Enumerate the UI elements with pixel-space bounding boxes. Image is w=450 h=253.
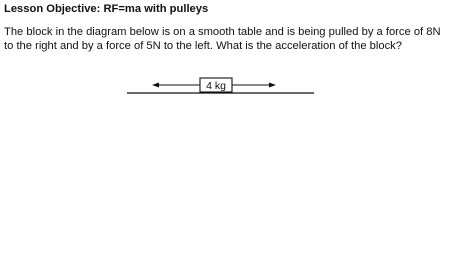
question-text: The block in the diagram below is on a smooth table and is being pulled by a force of 8N to the right and by a force of 5N to the left. What is the acceleration of the block? [4,26,441,52]
block-label: 4 kg [206,80,226,92]
lesson-objective: Lesson Objective: RF=ma with pulleys [4,3,209,15]
left-force-arrow [152,83,200,88]
right-force-arrow [232,83,276,88]
